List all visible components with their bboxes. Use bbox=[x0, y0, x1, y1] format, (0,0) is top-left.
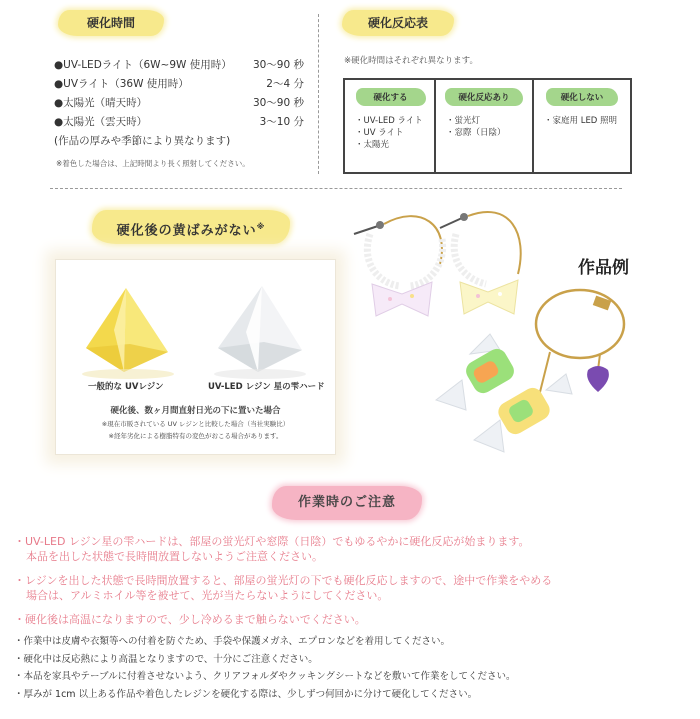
list-item: ・窓際（日陰） bbox=[446, 128, 506, 138]
table-column-cures bbox=[345, 80, 436, 172]
earring-icon bbox=[440, 212, 521, 314]
caution-item: ・レジンを出した状態で長時間放置すると、部屋の蛍光灯の下でも硬化反応しますので、途中で作業をやめる 場合は、アルミホイル等を被せて、光が当たらないようにしてください。 bbox=[14, 574, 553, 602]
list-item: ・太陽光 bbox=[355, 140, 390, 150]
cure-time-list bbox=[54, 56, 304, 151]
table-column-partial bbox=[434, 80, 532, 172]
sample-works-illustration bbox=[350, 204, 680, 466]
footnote: ※経年劣化による樹脂特有の変色がおこる場合があります。 bbox=[108, 432, 283, 440]
caution-item: ・厚みが 1cm 以上ある作品や着色したレジンを硬化する際は、少しずつ何回かに分けて硬化してください。 bbox=[14, 688, 478, 700]
cure-row: ●太陽光（雲天時） 3～10 分 bbox=[54, 116, 304, 128]
list-item: ・家庭用 LED 照明 bbox=[544, 116, 618, 126]
reaction-table-note: ※硬化時間はそれぞれ異なります。 bbox=[344, 56, 478, 66]
label-hoshi-resin: UV-LED レジン 星の雫ハード bbox=[208, 382, 325, 392]
cure-time-small-note: ※着色した場合は、上記時間より長く照射してください。 bbox=[56, 159, 250, 168]
comparison-photo bbox=[56, 260, 335, 454]
caution-item: ・硬化中は反応熱により高温となりますので、十分にご注意ください。 bbox=[14, 653, 318, 665]
caution-item: ・作業中は皮膚や衣類等への付着を防ぐため、手袋や保護メガネ、エプロンなどを着用してください。 bbox=[14, 636, 451, 647]
caution-item: ・本品を家具やテーブルに付着させないよう、クリアフォルダやクッキングシートなどを敷いて作業をしてください。 bbox=[14, 671, 516, 682]
cautions-title: 作業時のご注意 bbox=[272, 486, 422, 520]
candy-icon bbox=[436, 334, 518, 410]
keyring-icon bbox=[536, 290, 624, 400]
divider-vertical bbox=[318, 14, 319, 174]
list-item: ・UV-LED ライト bbox=[355, 116, 423, 126]
table-header: 硬化反応あり bbox=[445, 88, 523, 106]
yellow-pyramid-icon bbox=[82, 288, 174, 379]
caution-item: ・硬化後は高温になりますので、少し冷めるまで触らないでください。 bbox=[14, 613, 366, 626]
earring-icon bbox=[354, 216, 443, 316]
cure-row: ●UV-LEDライト（6W~9W 使用時） 30～90 秒 bbox=[54, 59, 304, 71]
list-item: ・蛍光灯 bbox=[446, 116, 481, 126]
footnote: ※現在市販されている UV レジンと比較した場合（当社実験比） bbox=[101, 420, 290, 428]
yellowing-title: 硬化後の黄ばみがない※ bbox=[92, 210, 290, 244]
cure-time-title: 硬化時間 bbox=[58, 10, 164, 36]
table-header: 硬化する bbox=[356, 88, 426, 106]
reaction-table-title: 硬化反応表 bbox=[342, 10, 454, 36]
cure-time-note: (作品の厚みや季節により異なります) bbox=[54, 135, 231, 147]
clear-pyramid-icon bbox=[214, 286, 306, 379]
sample-works-title: 作品例 bbox=[578, 258, 629, 278]
cure-row: ●UVライト（36W 使用時） 2～4 分 bbox=[54, 78, 304, 90]
cure-row: ●太陽光（晴天時） 30～90 秒 bbox=[54, 97, 304, 109]
divider-horizontal bbox=[50, 188, 622, 189]
caution-item: ・UV-LED レジン星の雫ハードは、部屋の蛍光灯や窓際（日陰）でもゆるやかに硬化反応が始まります。 本品を出した状態で長時間放置しないようご注意ください。 bbox=[14, 535, 530, 563]
label-common-resin: 一般的な UVレジン bbox=[88, 382, 164, 392]
table-header: 硬化しない bbox=[546, 88, 618, 106]
cautions-list bbox=[14, 534, 694, 703]
reaction-table bbox=[343, 78, 632, 174]
list-item: ・UV ライト bbox=[355, 128, 404, 138]
comparison-caption: 硬化後、数ヶ月間直射日光の下に置いた場合 bbox=[110, 406, 281, 416]
table-column-none bbox=[532, 80, 630, 172]
